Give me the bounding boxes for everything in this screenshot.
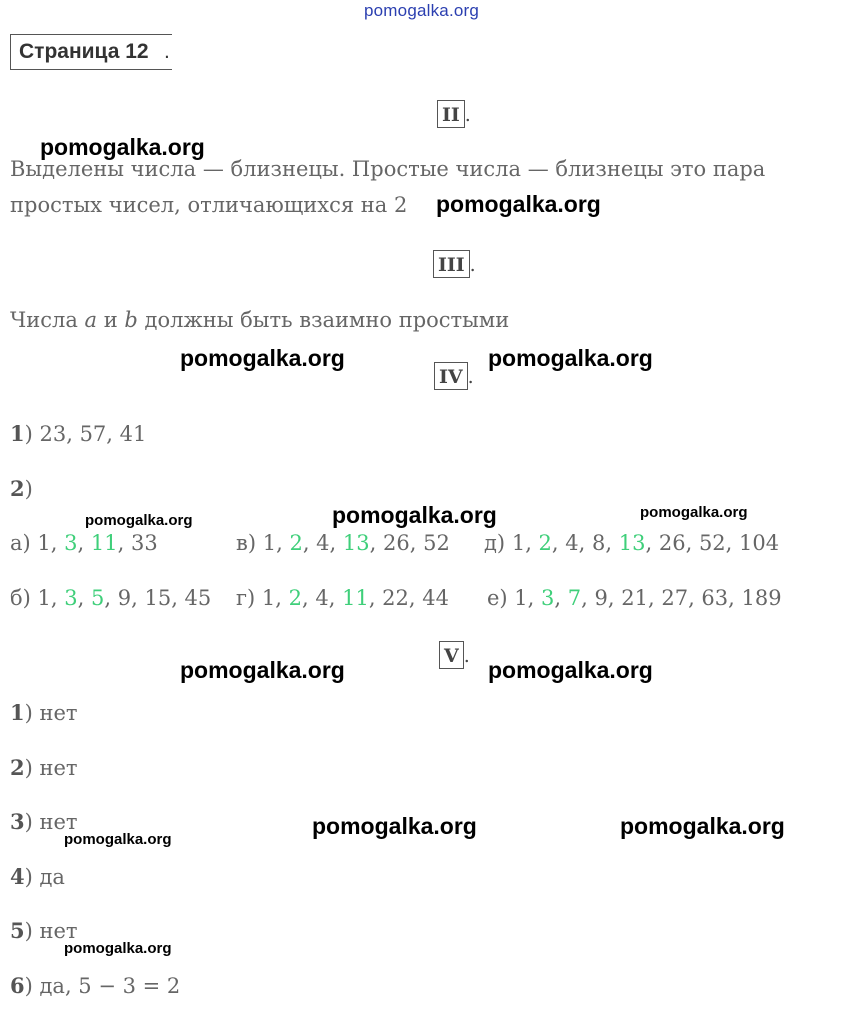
divisor-list-v xyxy=(236,531,450,555)
divisor-value: 1 xyxy=(262,531,277,555)
watermark: pomogalka.org xyxy=(64,940,172,957)
section-dot-5: . xyxy=(463,645,470,667)
section-heading-3 xyxy=(433,250,476,278)
watermark: pomogalka.org xyxy=(180,657,345,683)
divisor-value-highlighted: 11 xyxy=(342,586,369,610)
divisor-list-b xyxy=(10,586,211,610)
item-number: 2 xyxy=(10,755,25,780)
divisor-value-highlighted: 11 xyxy=(90,531,118,555)
item-text: ) нет xyxy=(24,810,78,834)
divisor-value: 4 xyxy=(315,586,329,610)
divisor-value: 1 xyxy=(261,586,276,610)
separator: , xyxy=(525,531,539,555)
item-text: ) нет xyxy=(24,701,78,725)
separator: , xyxy=(527,586,542,610)
separator: , xyxy=(605,531,619,555)
separator: , xyxy=(77,531,91,555)
watermark: pomogalka.org xyxy=(180,345,345,371)
section3-text xyxy=(10,308,509,332)
divisor-value: 189 xyxy=(741,586,782,610)
section3-mid: и xyxy=(97,308,125,332)
separator: , xyxy=(368,586,383,610)
item-number: 4 xyxy=(10,864,25,889)
list-label: а) xyxy=(10,531,38,555)
section5-item-6 xyxy=(10,973,180,998)
variable-b: b xyxy=(124,308,138,332)
item-text: ) да xyxy=(24,865,65,889)
section-label-5: V xyxy=(439,641,464,669)
separator: , xyxy=(302,531,317,555)
item-number: 6 xyxy=(10,973,25,998)
divisor-value-highlighted: 3 xyxy=(541,586,555,610)
separator: , xyxy=(725,531,740,555)
separator: , xyxy=(77,586,91,610)
page-title-dot: . xyxy=(164,40,170,63)
watermark-top: pomogalka.org xyxy=(364,1,480,20)
item-text: ) нет xyxy=(24,919,78,943)
separator: , xyxy=(728,586,742,610)
list-label: б) xyxy=(10,586,38,610)
divisor-value: 33 xyxy=(130,531,158,555)
section2-line2: простых чисел, отличающихся на 2 xyxy=(10,193,408,217)
list-label: в) xyxy=(236,531,263,555)
divisor-value-highlighted: 7 xyxy=(567,586,582,610)
watermark: pomogalka.org xyxy=(488,345,653,371)
section-label-4: IV xyxy=(434,362,468,390)
page-title: Страница 12 xyxy=(10,34,172,70)
separator: , xyxy=(647,586,662,610)
separator: , xyxy=(117,531,131,555)
list-label: е) xyxy=(487,586,515,610)
list-label: д) xyxy=(484,531,512,555)
separator: , xyxy=(688,586,702,610)
divisor-value-highlighted: 2 xyxy=(538,531,552,555)
section-heading-4 xyxy=(434,362,474,390)
item-number: 1 xyxy=(10,421,25,446)
separator: , xyxy=(50,531,65,555)
watermark: pomogalka.org xyxy=(640,504,748,521)
divisor-list-d xyxy=(484,531,779,555)
divisor-value-highlighted: 2 xyxy=(288,586,302,610)
separator: , xyxy=(131,586,145,610)
item-number: 1 xyxy=(10,700,25,725)
divisor-value: 8 xyxy=(592,531,606,555)
divisor-value: 4 xyxy=(565,531,579,555)
separator: , xyxy=(328,586,343,610)
watermark: pomogalka.org xyxy=(40,134,205,160)
divisor-value: 52 xyxy=(698,531,726,555)
divisor-value-highlighted: 2 xyxy=(289,531,303,555)
divisor-value: 27 xyxy=(661,586,689,610)
item-text: ) да, 5 − 3 = 2 xyxy=(24,974,181,998)
separator: , xyxy=(104,586,118,610)
divisor-value: 21 xyxy=(621,586,648,610)
item-text: ) нет xyxy=(24,756,78,780)
separator: , xyxy=(581,586,595,610)
divisor-value-highlighted: 5 xyxy=(90,586,105,610)
watermark: pomogalka.org xyxy=(312,813,477,839)
section4-item-2 xyxy=(10,476,33,501)
separator: , xyxy=(551,531,566,555)
item-number: 2 xyxy=(10,476,25,501)
divisor-value: 1 xyxy=(514,586,528,610)
section2-line1: Выделены числа — близнецы. Простые числа — близнецы это пара xyxy=(10,157,766,181)
separator: , xyxy=(578,531,593,555)
divisor-value: 45 xyxy=(184,586,212,610)
separator: , xyxy=(554,586,568,610)
watermark: pomogalka.org xyxy=(85,512,193,529)
separator: , xyxy=(276,531,290,555)
watermark: pomogalka.org xyxy=(436,191,601,217)
section-heading-2 xyxy=(437,100,471,128)
divisor-value: 26 xyxy=(383,531,410,555)
divisor-value: 1 xyxy=(37,586,51,610)
variable-a: a xyxy=(84,308,98,332)
divisor-list-e xyxy=(487,586,782,610)
divisor-value: 9 xyxy=(594,586,608,610)
section5-item-1 xyxy=(10,700,78,725)
divisor-value: 9 xyxy=(117,586,132,610)
divisor-value: 104 xyxy=(739,531,780,555)
item-text: ) xyxy=(24,477,33,501)
separator: , xyxy=(685,531,699,555)
divisor-value: 15 xyxy=(144,586,172,610)
separator: , xyxy=(301,586,316,610)
divisor-value: 4 xyxy=(316,531,330,555)
separator: , xyxy=(329,531,343,555)
divisor-value: 44 xyxy=(422,586,449,610)
divisor-list-a xyxy=(10,531,158,555)
divisor-list-g xyxy=(236,586,449,610)
item-text: ) 23, 57, 41 xyxy=(24,422,147,446)
separator: , xyxy=(50,586,65,610)
separator: , xyxy=(607,586,622,610)
section4-item-1 xyxy=(10,421,146,446)
section5-item-2 xyxy=(10,755,78,780)
section5-item-4 xyxy=(10,864,65,889)
section-heading-5 xyxy=(439,641,470,669)
divisor-value: 22 xyxy=(382,586,409,610)
section-dot-3: . xyxy=(469,254,476,276)
divisor-value: 52 xyxy=(423,531,450,555)
divisor-value: 1 xyxy=(37,531,51,555)
separator: , xyxy=(645,531,659,555)
section-dot-2: . xyxy=(464,104,471,126)
section-label-2: II xyxy=(437,100,465,128)
divisor-value-highlighted: 3 xyxy=(64,531,78,555)
divisor-value-highlighted: 3 xyxy=(64,586,78,610)
divisor-value: 1 xyxy=(511,531,526,555)
separator: , xyxy=(171,586,185,610)
divisor-value: 26 xyxy=(658,531,686,555)
section3-pre: Числа xyxy=(10,308,85,332)
watermark: pomogalka.org xyxy=(488,657,653,683)
list-label: г) xyxy=(236,586,262,610)
divisor-value-highlighted: 13 xyxy=(342,531,370,555)
separator: , xyxy=(409,531,424,555)
section3-post: должны быть взаимно простыми xyxy=(137,308,510,332)
item-number: 3 xyxy=(10,809,25,834)
divisor-value-highlighted: 13 xyxy=(618,531,646,555)
item-number: 5 xyxy=(10,918,25,943)
divisor-value: 63 xyxy=(701,586,729,610)
watermark: pomogalka.org xyxy=(332,502,497,528)
separator: , xyxy=(408,586,423,610)
section-dot-4: . xyxy=(467,366,474,388)
separator: , xyxy=(369,531,383,555)
separator: , xyxy=(275,586,289,610)
watermark: pomogalka.org xyxy=(64,831,172,848)
watermark: pomogalka.org xyxy=(620,813,785,839)
section-label-3: III xyxy=(433,250,470,278)
